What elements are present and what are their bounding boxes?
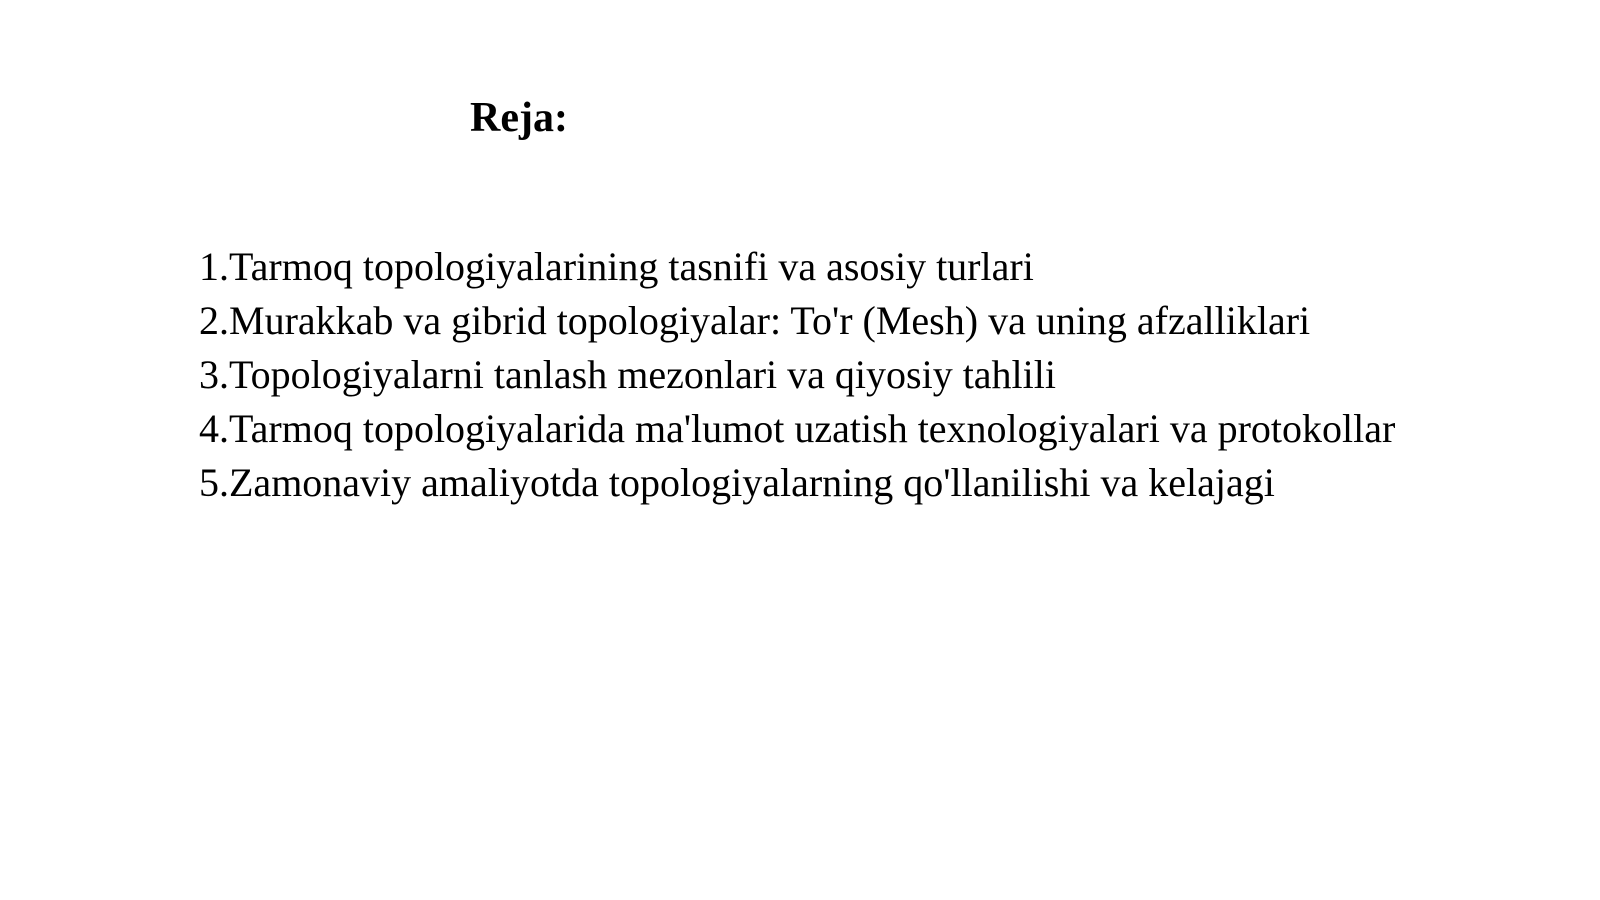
plan-list xyxy=(199,240,1449,510)
plan-item-2: 2.Murakkab va gibrid topologiyalar: To'r (Mesh) va uning afzalliklari xyxy=(199,298,1311,343)
plan-item-5: 5.Zamonaviy amaliyotda topologiyalarning qo'llanilishi va kelajagi xyxy=(199,460,1275,505)
slide-title: Reja: xyxy=(470,95,568,141)
plan-item-1: 1.Tarmoq topologiyalarining tasnifi va asosiy turlari xyxy=(199,244,1034,289)
plan-item-3: 3.Topologiyalarni tanlash mezonlari va qiyosiy tahlili xyxy=(199,352,1057,397)
plan-item-4: 4.Tarmoq topologiyalarida ma'lumot uzatish texnologiyalari va protokollar xyxy=(199,406,1396,451)
